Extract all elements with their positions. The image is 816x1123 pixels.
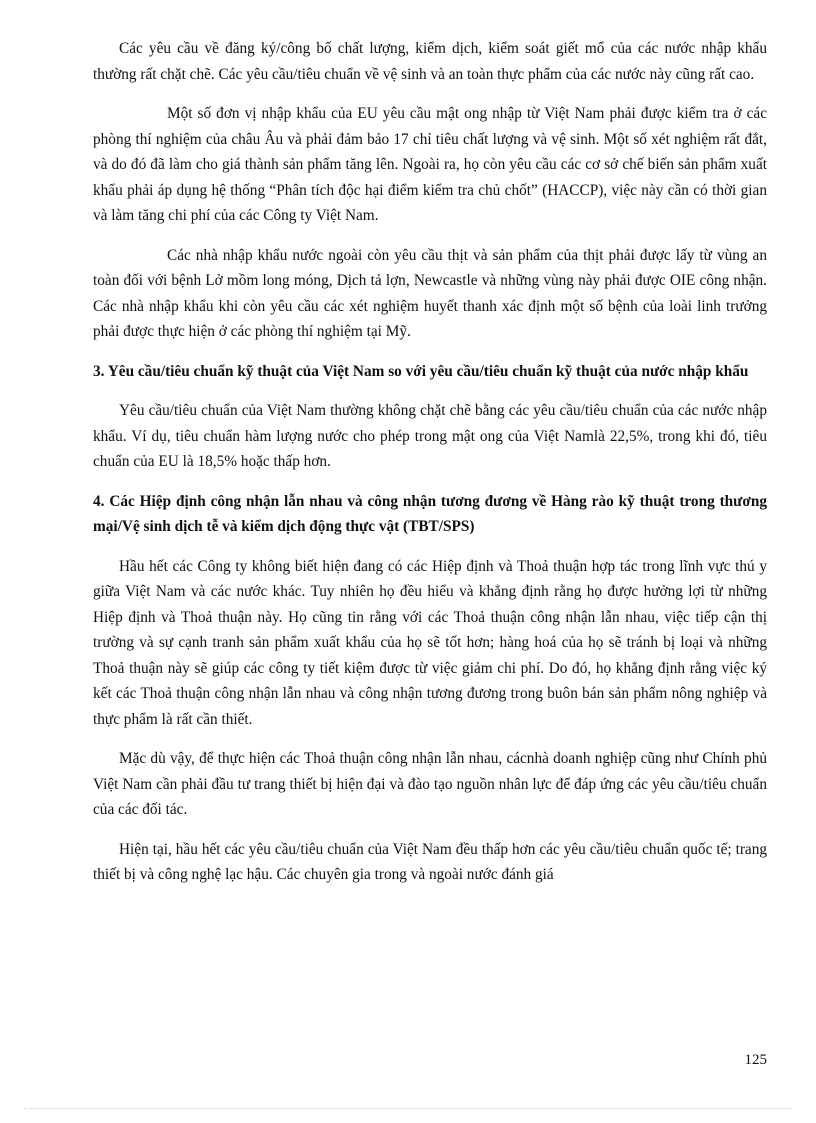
paragraph-eu-honey-testing: Một số đơn vị nhập khẩu của EU yêu cầu mật ong nhập từ Việt Nam phải được kiểm tra ở các phòng thí nghiệm của châu Âu và phải đảm bảo 17 chỉ tiêu chất lượng và vệ sinh. Một số xét nghiệm rất đắt, và do đó đã làm cho giá thành sản phẩm tăng lên. Ngoài ra, họ còn yêu cầu các cơ sở chế biến sản phẩm xuất khẩu phải áp dụng hệ thống “Phân tích độc hại điểm kiểm tra chủ chốt” (HACCP), việc này cần có thời gian và làm tăng chi phí của các Công ty Việt Nam.: [93, 105, 767, 224]
paragraph-companies-agreements: Hầu hết các Công ty không biết hiện đang có các Hiệp định và Thoả thuận hợp tác trong lĩnh vực thú y giữa Việt Nam và các nước khác. Tuy nhiên họ đều hiểu và khẳng định rằng họ được hưởng lợi từ những Hiệp định và Thoả thuận này. Họ cũng tin rằng với các Thoả thuận công nhận lẫn nhau, việc tiếp cận thị trường và sự cạnh tranh sản phẩm xuất khẩu của họ sẽ tốt hơn; hàng hoá của họ sẽ tránh bị loại và những Thoả thuận này sẽ giúp các công ty tiết kiệm được từ việc giảm chi phí. Do đó, họ khẳng định rằng việc ký kết các Thoả thuận công nhận lẫn nhau và công nhận tương đương trong buôn bán sản phẩm nông nghiệp và thực phẩm là rất cần thiết.: [93, 557, 767, 728]
page-bottom-divider: [24, 1108, 792, 1109]
paragraph-vietnam-standards-comparison: Yêu cầu/tiêu chuẩn của Việt Nam thường không chặt chẽ bằng các yêu cầu/tiêu chuẩn của các nước nhập khẩu. Ví dụ, tiêu chuẩn hàm lượng nước cho phép trong mật ong của Việt Namlà 22,5%, trong khi đó, tiêu chuẩn của EU là 18,5% hoặc thấp hơn.: [93, 402, 767, 470]
page-number: 125: [744, 1052, 767, 1068]
paragraph-registration-requirements: Các yêu cầu về đăng ký/công bố chất lượng, kiểm dịch, kiểm soát giết mổ của các nước nhập khẩu thường rất chặt chẽ. Các yêu cầu/tiêu chuẩn về vệ sinh và an toàn thực phẩm của các nước này cũng rất cao.: [93, 40, 767, 83]
paragraph-current-standards: Hiện tại, hầu hết các yêu cầu/tiêu chuẩn của Việt Nam đều thấp hơn các yêu cầu/tiêu chuẩn quốc tế; trang thiết bị và công nghệ lạc hậu. Các chuyên gia trong và ngoài nước đánh giá: [93, 840, 767, 883]
paragraph-meat-safety-zones: Các nhà nhập khẩu nước ngoài còn yêu cầu thịt và sản phẩm của thịt phải được lấy từ vùng an toàn đối với bệnh Lở mồm long móng, Dịch tả lợn, Newcastle và những vùng này phải được OIE công nhận. Các nhà nhập khẩu khi còn yêu cầu các xét nghiệm huyết thanh xác định một số bệnh của loài linh trưởng phải được thực hiện ở các phòng thí nghiệm tại Mỹ.: [93, 246, 767, 340]
paragraph-investment-needs: Mặc dù vậy, để thực hiện các Thoả thuận công nhận lẫn nhau, cácnhà doanh nghiệp cũng như Chính phủ Việt Nam cần phải đầu tư trang thiết bị hiện đại và đào tạo nguồn nhân lực để đáp ứng các yêu cầu/tiêu chuẩn của các đối tác.: [93, 750, 767, 818]
section-4-heading: 4. Các Hiệp định công nhận lẫn nhau và công nhận tương đương về Hàng rào kỹ thuật trong thương mại/Vệ sinh dịch tễ và kiểm dịch động thực vật (TBT/SPS): [93, 492, 767, 535]
section-3-heading: 3. Yêu cầu/tiêu chuẩn kỹ thuật của Việt Nam so với yêu cầu/tiêu chuẩn kỹ thuật của nước nhập khẩu: [93, 362, 749, 380]
page-body: [93, 36, 767, 902]
